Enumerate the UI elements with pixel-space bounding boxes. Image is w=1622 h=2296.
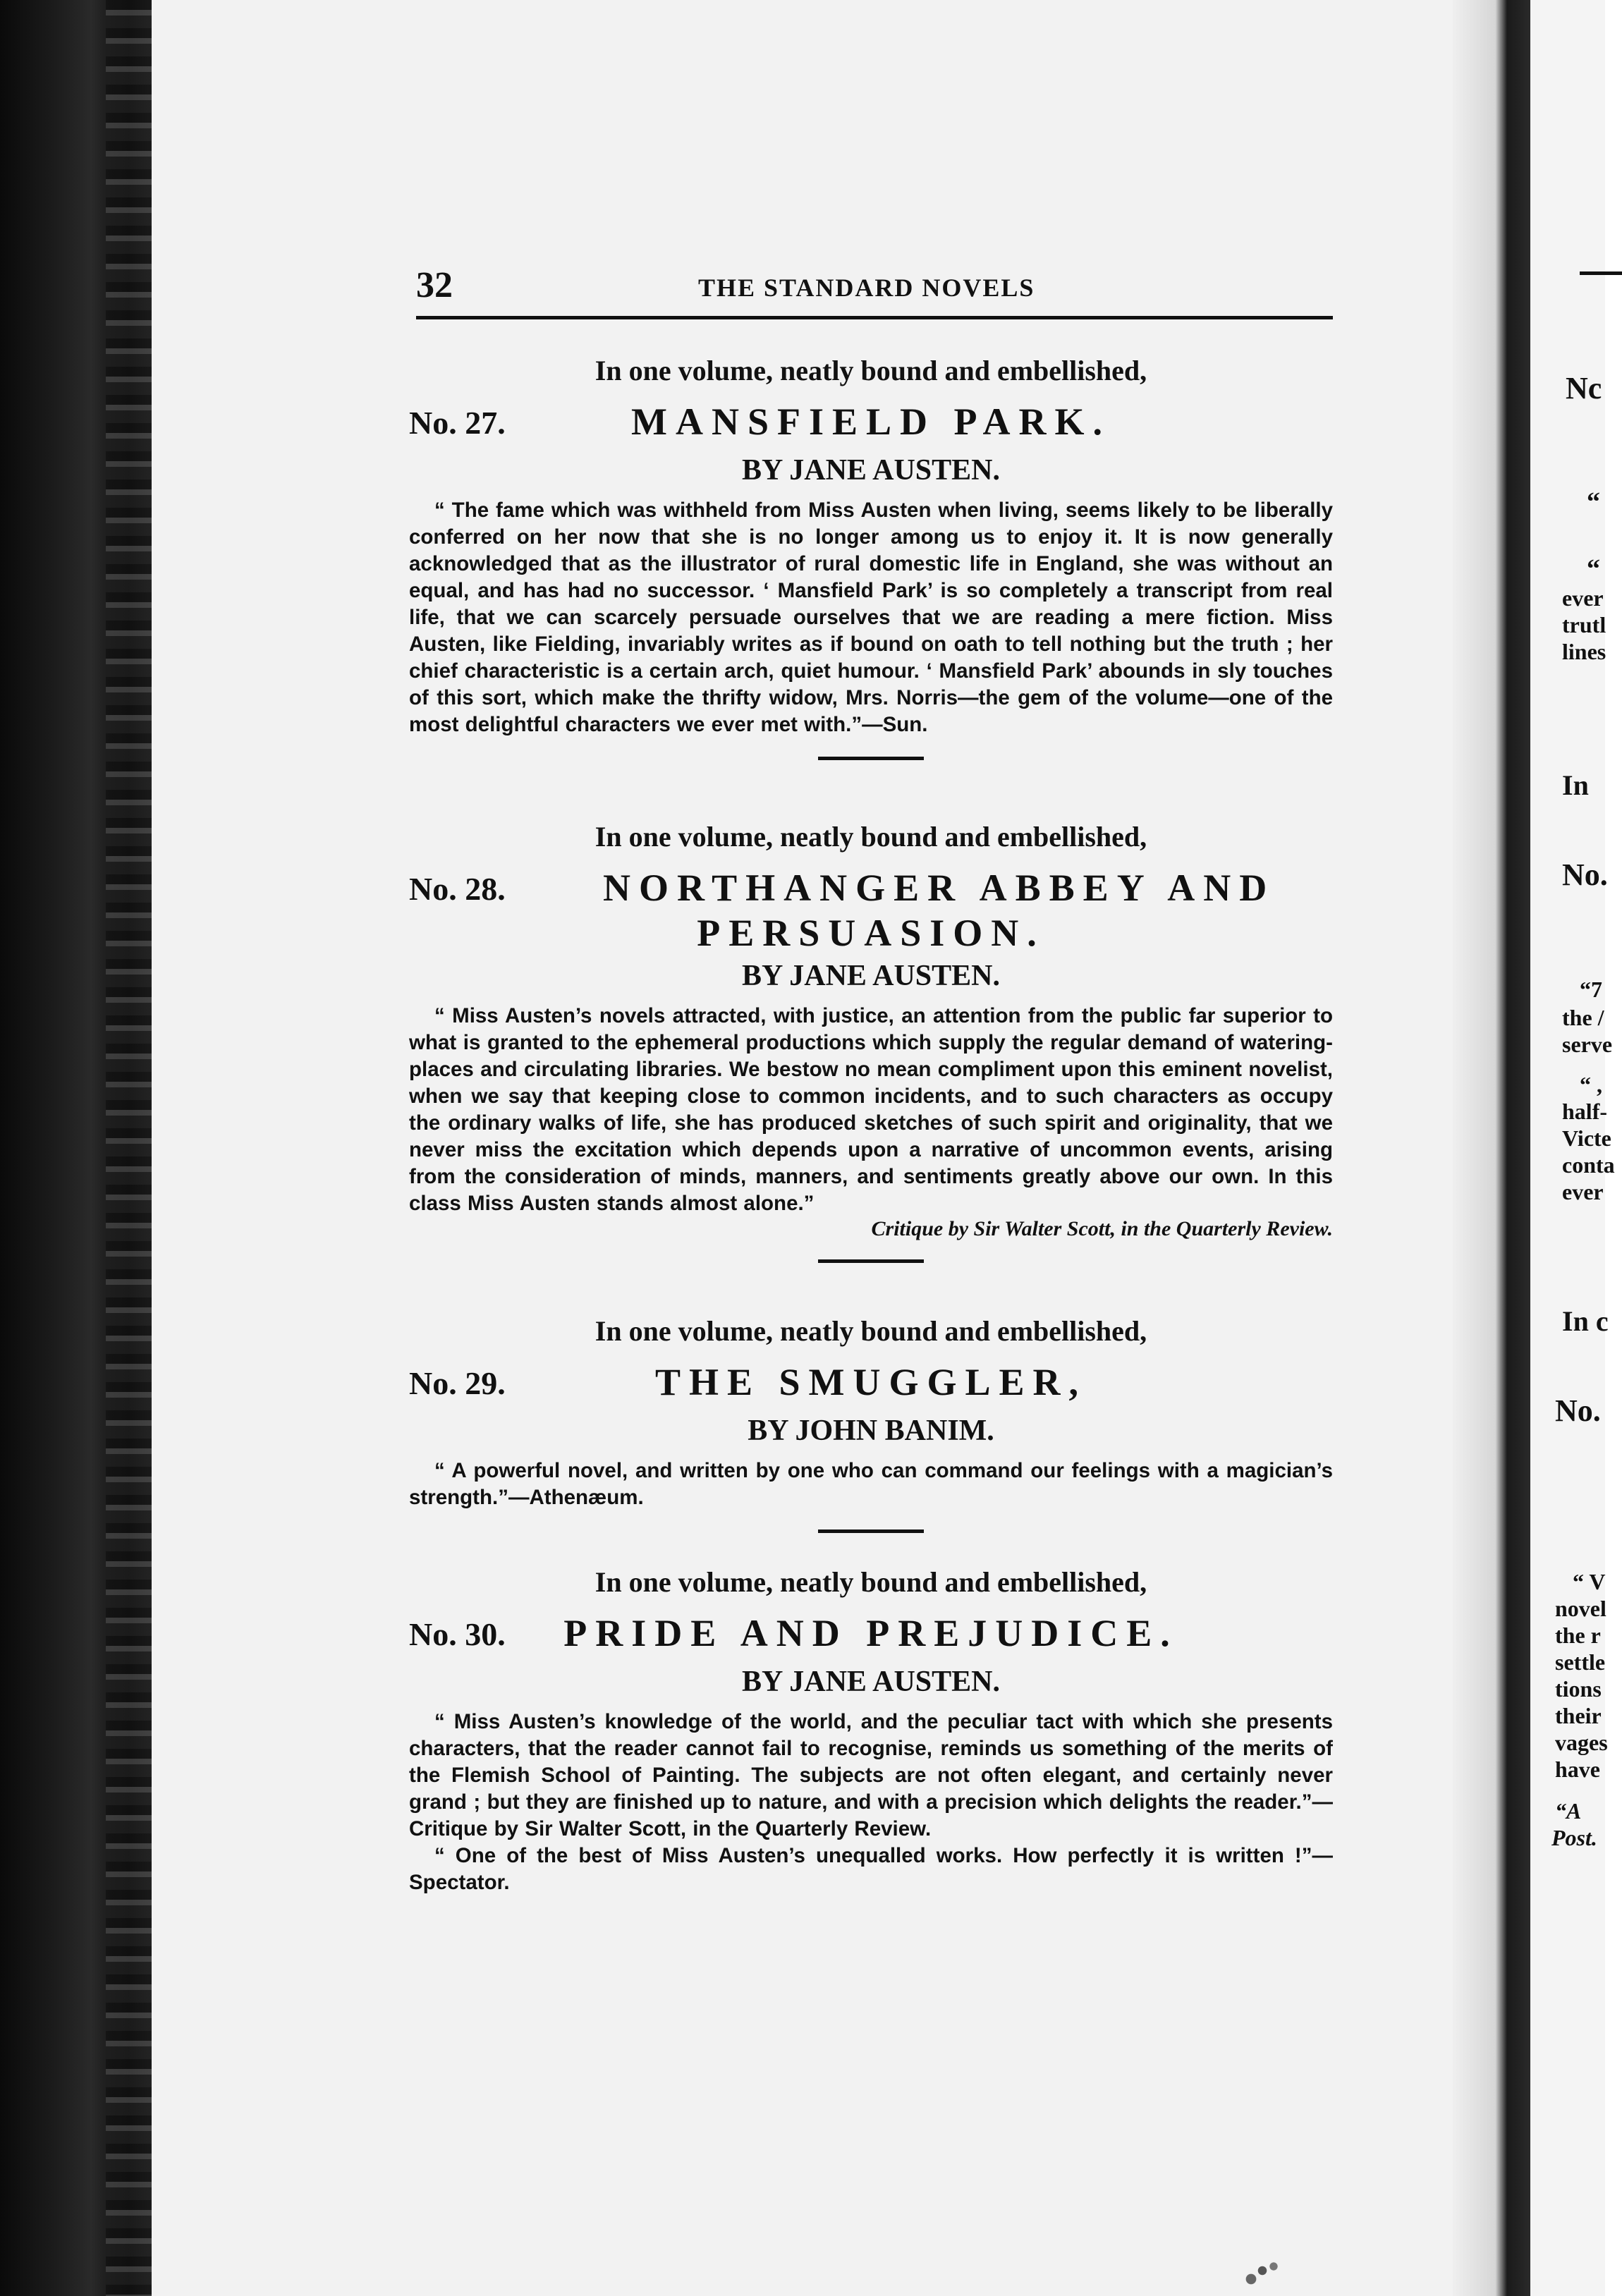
entry-pride-and-prejudice (409, 1565, 1333, 1896)
next-page-text: “ , (1580, 1072, 1602, 1097)
title-row (409, 866, 1333, 915)
next-page-text: ever (1562, 585, 1604, 611)
entry-northanger-abbey (409, 820, 1333, 1263)
next-page-text: “ (1587, 554, 1600, 584)
next-page-text: their (1555, 1703, 1602, 1728)
next-page-text: novel (1555, 1596, 1606, 1621)
next-page-text: ever (1562, 1179, 1604, 1204)
title-row (409, 1360, 1333, 1410)
next-page-text: lines (1562, 639, 1606, 664)
next-page-text: have (1555, 1757, 1600, 1782)
next-page-text: trutl (1562, 612, 1606, 637)
paper-stain (1234, 2249, 1291, 2292)
review-quote: “ The fame which was withheld from Miss Austen when living, seems likely to be liberally conferred on her now that she is no longer among us to enjoy it. It is now generally acknowledged that as the illustrator of rural domestic life in England, she was without an equal, and has had no successor. ‘ Mansfield Park’ is so completely a transcript from real life, that we can scarcely persuade ourselves that we are reading a mere fiction. Miss Austen, like Fielding, invariably writes as if bound on oath to tell nothing but the truth ; her chief characteristic is a certain arch, quiet humour. ‘ Mansfield Park’ abounds in sly touches of this sort, which make the thrifty widow, Mrs. Norris—the gem of the volume—one of the most delightful characters we ever met with.”—Sun. (409, 499, 1333, 736)
review-quote: “ A powerful novel, and written by one who can command our feelings with a magician’s strength.”—Athenæum. (409, 1459, 1333, 1509)
next-page-text: In c (1562, 1305, 1609, 1337)
book-title-line-1: NORTHANGER ABBEY AND (603, 867, 1276, 909)
review-quote: “ Miss Austen’s knowledge of the world, and the peculiar tact with which she presents characters, that the reader cannot fail to recognise, reminds us something of the merits of the Flemish School of Painting. The subjects are not often elegant, and certainly never grand ; but they are finished up to nature, and with a precision which delights the reader.”—Critique by Sir Walter Scott, in the Quarterly Review. (409, 1710, 1333, 1840)
next-page-text: “ V (1573, 1569, 1606, 1594)
title-row (409, 1611, 1333, 1661)
page-gutter (1453, 0, 1530, 2296)
book-spine-edge (106, 0, 155, 2296)
header-rule (416, 316, 1333, 319)
review-quote: “ Miss Austen’s novels attracted, with justice, an attention from the public far superior to what is granted to the ephemeral productions which supply the regular demand of watering-places and circulating libraries. We bestow no mean compliment upon this eminent novelist, when we say that keeping close to common incidents, and to such characters as occupy the ordinary walks of life, she has produced sketches of such spirit and originality, that we never miss the excitation which depends upon a narrative of uncommon events, arising from the consideration of minds, manners, and sentiments greatly above our own. In this class Miss Austen stands almost alone.” (409, 1004, 1333, 1215)
volume-note: In one volume, neatly bound and embellished, (594, 1566, 1147, 1598)
page-header (416, 264, 1333, 307)
next-page-text: In (1562, 769, 1589, 801)
next-page-text: tions (1555, 1676, 1602, 1702)
next-page-text: “7 (1580, 977, 1602, 1002)
book-author: BY JANE AUSTEN. (741, 1666, 1001, 1698)
book-title: THE SMUGGLER, (654, 1361, 1087, 1403)
next-page-text: vages (1555, 1730, 1608, 1755)
entry-mansfield-park (409, 354, 1333, 760)
next-page-text: half- (1562, 1099, 1607, 1124)
volume-note: In one volume, neatly bound and embellished, (594, 1315, 1147, 1347)
book-title: PRIDE AND PREJUDICE. (563, 1612, 1178, 1654)
next-page-text: the r (1555, 1623, 1601, 1648)
book-author: BY JOHN BANIM. (748, 1415, 994, 1447)
book-author: BY JANE AUSTEN. (741, 454, 1001, 487)
title-row (409, 400, 1333, 449)
page-number: 32 (416, 265, 453, 305)
entry-number: No. 29. (409, 1365, 506, 1401)
review-quote: “ One of the best of Miss Austen’s unequalled works. How perfectly it is written !”—Spectator. (409, 1844, 1333, 1894)
entry-the-smuggler (409, 1314, 1333, 1533)
next-page-text: settle (1555, 1649, 1606, 1675)
next-page-text: serve (1562, 1032, 1613, 1057)
volume-note: In one volume, neatly bound and embellished, (594, 355, 1147, 386)
section-divider (818, 1259, 924, 1263)
entry-number: No. 30. (409, 1616, 506, 1652)
next-page-text: conta (1562, 1152, 1615, 1178)
volume-note: In one volume, neatly bound and embellished, (594, 821, 1147, 853)
next-page-text: the / (1562, 1005, 1604, 1030)
book-title: MANSFIELD PARK. (630, 401, 1111, 443)
page-right-fragment (1530, 0, 1615, 2296)
running-head: THE STANDARD NOVELS (698, 274, 1035, 302)
next-page-text: “A (1555, 1798, 1582, 1824)
review-attribution: Critique by Sir Walter Scott, in the Quarterly Review. (871, 1217, 1333, 1240)
entry-number: No. 28. (409, 871, 506, 907)
next-page-text: Victe (1562, 1125, 1611, 1151)
section-divider (818, 1529, 924, 1533)
next-page-text: Nc (1566, 371, 1602, 405)
next-page-header-rule (1580, 271, 1622, 275)
next-page-text: “ (1587, 487, 1600, 517)
section-divider (818, 757, 924, 760)
entry-number: No. 27. (409, 405, 506, 441)
book-author: BY JANE AUSTEN. (741, 960, 1001, 992)
next-page-text: No. (1562, 857, 1608, 892)
book-title-line-2: PERSUASION. (697, 912, 1045, 954)
next-page-text: Post. (1551, 1825, 1597, 1850)
next-page-text: No. (1555, 1393, 1601, 1428)
